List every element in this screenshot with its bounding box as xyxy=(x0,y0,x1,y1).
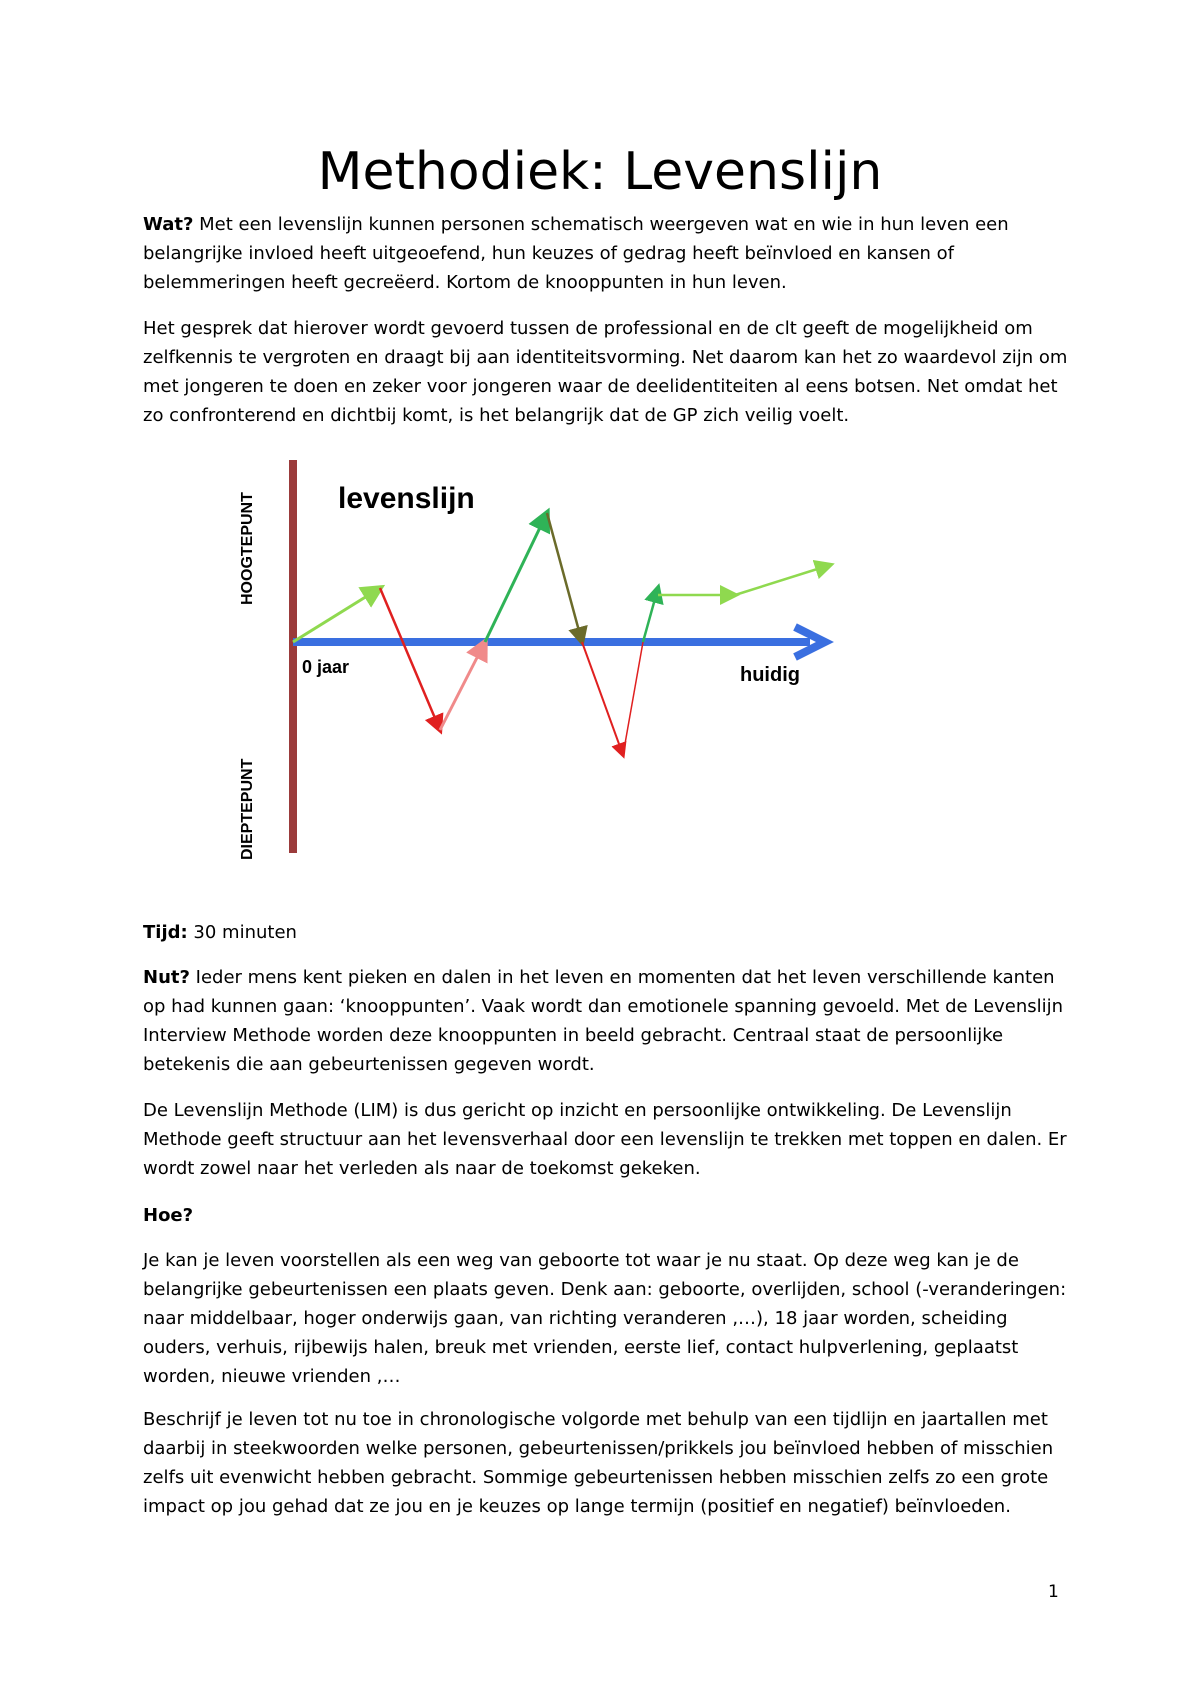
segment-recover-2 xyxy=(623,642,643,755)
segment-fall-3 xyxy=(582,642,623,755)
start-label: 0 jaar xyxy=(302,657,350,677)
nut-label: Nut? xyxy=(143,967,190,988)
axis-top-label: HOOGTEPUNT xyxy=(239,492,256,605)
page-number: 1 xyxy=(1048,1582,1059,1602)
figure-title: levenslijn xyxy=(338,482,475,515)
tijd-paragraph xyxy=(143,918,1073,947)
segment-rise-1 xyxy=(293,588,380,642)
nut-text: Ieder mens kent pieken en dalen in het leven en momenten dat het leven verschillende kanten op had kunnen gaan: ‘knooppunten’. Vaak wordt dan emotionele spanning gevoeld. Met de Levenslijn Interview Methode worden deze knooppunten in beeld gebracht. Centraal staat de persoonlijke betekenis die aan gebeurtenissen gegeven wordt. xyxy=(143,967,1064,1075)
segment-rise-2 xyxy=(485,513,547,642)
levenslijn-figure xyxy=(230,455,910,870)
tijd-label: Tijd: xyxy=(143,922,188,943)
segment-recover-1 xyxy=(440,642,485,730)
wat-paragraph xyxy=(143,210,1073,297)
segment-rise-4 xyxy=(735,565,830,595)
hoe-paragraph-2: Beschrijf je leven tot nu toe in chronologische volgorde met behulp van een tijdlijn en jaartallen met daarbij in steekwoorden welke personen, gebeurtenissen/prikkels jou beïnvloed hebben of misschien zelfs uit evenwicht hebben gebracht. Sommige gebeurtenissen hebben misschien zelfs zo een grote impact op jou gehad dat ze jou en je keuzes op lange termijn (positief en negatief) beïnvloeden. xyxy=(143,1409,1054,1517)
hoe-heading: Hoe? xyxy=(143,1205,194,1226)
levenslijn-diagram xyxy=(230,455,910,870)
segment-rise-3 xyxy=(643,588,658,642)
axis-bottom-label: DIEPTEPUNT xyxy=(239,758,256,860)
segment-fall-1 xyxy=(380,588,440,730)
wat-label: Wat? xyxy=(143,214,194,235)
tijd-text: 30 minuten xyxy=(187,922,297,943)
hoe-paragraph-1: Je kan je leven voorstellen als een weg van geboorte tot waar je nu staat. Op deze weg kan je de belangrijke gebeurtenissen een plaats geven. Denk aan: geboorte, overlijden, school (-veranderingen: naar middelbaar, hoger onderwijs gaan, van richting veranderen ,…), 18 jaar worden, scheiding ouders, verhuis, rijbewijs halen, breuk met vrienden, eerste lief, contact hulpverlening, geplaatst worden, nieuwe vrienden ,… xyxy=(143,1250,1067,1387)
segment-fall-2 xyxy=(547,513,582,642)
wat-text: Met een levenslijn kunnen personen schematisch weergeven wat en wie in hun leven een belangrijke invloed heeft uitgeoefend, hun keuzes of gedrag heeft beïnvloed en kansen of belemmeringen heeft gecreëerd. Kortom de knooppunten in hun leven. xyxy=(143,214,1009,293)
page-title: Methodiek: Levenslijn xyxy=(317,142,883,202)
nut-paragraph xyxy=(143,963,1073,1079)
lim-paragraph: De Levenslijn Methode (LIM) is dus gericht op inzicht en persoonlijke ontwikkeling. De Levenslijn Methode geeft structuur aan het levensverhaal door een levenslijn te trekken met toppen en dalen. Er wordt zowel naar het verleden als naar de toekomst gekeken. xyxy=(143,1100,1067,1179)
end-label: huidig xyxy=(740,664,800,686)
gesprek-paragraph: Het gesprek dat hierover wordt gevoerd tussen de professional en de clt geeft de mogelijkheid om zelfkennis te vergroten en draagt bij aan identiteitsvorming. Net daarom kan het zo waardevol zijn om met jongeren te doen en zeker voor jongeren waar de deelidentiteiten al eens botsen. Net omdat het zo confronterend en dichtbij komt, is het belangrijk dat de GP zich veilig voelt. xyxy=(143,318,1068,426)
